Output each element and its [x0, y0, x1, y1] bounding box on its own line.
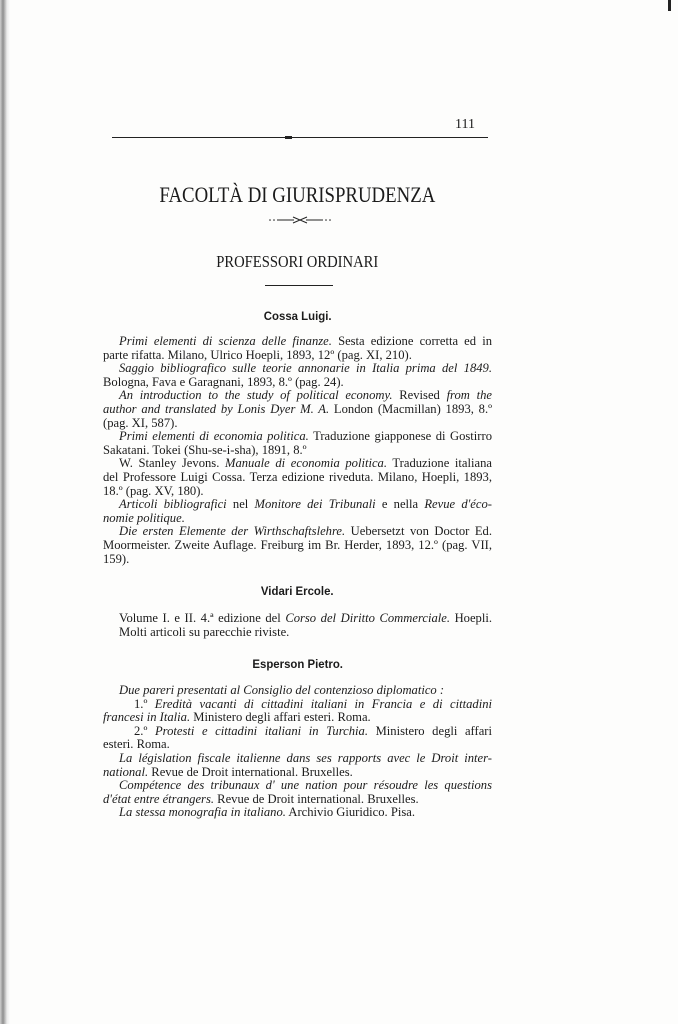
entry-line [103, 711, 492, 725]
corner-mark [668, 0, 671, 11]
bibliography-entry [103, 362, 492, 389]
bibliography-entry [103, 684, 492, 698]
entry-line [103, 498, 492, 512]
binding-edge-shadow [0, 0, 10, 1024]
professor-name-text: Esperson Pietro. [252, 657, 343, 671]
entry-line [103, 806, 492, 820]
work-details: London (Macmillan) 1893, 8.º [333, 401, 492, 416]
work-title: Corso del Diritto Commerciale. [285, 611, 450, 625]
entry-line [103, 539, 492, 553]
bibliography-entry [103, 525, 492, 566]
ornament-icon [268, 215, 332, 225]
work-details: Sesta edizione corretta ed in [338, 334, 492, 348]
work-details: Bologna, Fava e Garagnani, 1893, 8.º (pag. 24). [103, 374, 344, 389]
section-rule [265, 285, 333, 286]
bibliography-entry [103, 335, 492, 362]
item-number: 1.º [134, 696, 155, 711]
professor-name [103, 309, 492, 323]
work-details: parte rifatta. Milano, Ulrico Hoepli, 1893, 12º (pag. XI, 210). [103, 347, 412, 362]
work-title: Primi elementi di economia politica. [119, 429, 309, 444]
bibliography-entry [103, 612, 492, 626]
entry-line [103, 335, 492, 349]
work-title: nomie politique. [103, 510, 185, 525]
professor-bibliography [103, 684, 492, 820]
section-title [103, 252, 492, 272]
section-title-text: PROFESSORI ORDINARI [216, 252, 379, 271]
work-details: Traduzione italiana [392, 456, 492, 471]
work-title: francesi in Italia. [103, 710, 191, 725]
professor-bibliography [103, 612, 492, 639]
entry-line [103, 403, 492, 417]
work-details: esteri. Roma. [103, 737, 170, 752]
bibliography-entry [103, 752, 492, 779]
work-details: Ministero degli affari [375, 723, 492, 738]
entry-line [103, 349, 492, 363]
work-title: Saggio bibliografico sulle teorie annonarie in Italia prima del 1849. [119, 361, 492, 376]
work-title: An introduction to the study of political economy. [119, 388, 393, 403]
work-details: 18.º (pag. XV, 180). [103, 483, 204, 498]
work-details: Molti articoli su parecchie riviste. [119, 624, 290, 639]
work-title: Manuale di economia politica. [224, 456, 387, 471]
entry-line [103, 793, 492, 807]
work-details: Moormeister. Zweite Auflage. Freiburg im Br. Herder, 1893, 12.º (pag. VII, [103, 537, 492, 552]
work-details: Traduzione giapponese di Gostirro [313, 429, 492, 444]
work-title: La législation fiscale italienne dans ses rapports avec le Droit inter- [119, 750, 492, 765]
bibliography-entry [103, 725, 492, 752]
work-title: Protesti e cittadini italiani in Turchia. [154, 723, 368, 738]
professor-name-text: Cossa Luigi. [263, 309, 332, 323]
bibliography-entry [103, 698, 492, 725]
work-title: national. [103, 764, 149, 779]
work-title: Compétence des tribunaux d' une nation pour résoudre les questions [119, 778, 492, 793]
work-title: from the [446, 388, 492, 403]
bibliography-entry [103, 779, 492, 806]
entry-line [103, 376, 492, 390]
bibliography-entry [103, 806, 492, 820]
work-details: Revue de Droit international. Bruxelles. [217, 791, 419, 806]
item-number: 2.º [134, 723, 155, 738]
work-details: 159). [103, 551, 130, 566]
work-details: Uebersetzt von Doctor Ed. [350, 524, 492, 539]
work-details: Archivio Giuridico. Pisa. [288, 805, 415, 820]
work-title: Eredità vacanti di cittadini italiani in Francia e di cittadini [154, 696, 492, 711]
entry-line [103, 525, 492, 539]
entry-line [103, 612, 492, 626]
work-title: Articoli bibliografici [119, 497, 227, 512]
entry-line [103, 457, 492, 471]
bibliography-entry [103, 626, 492, 640]
professor-name [103, 584, 492, 598]
entry-line [103, 766, 492, 780]
work-details: Volume I. e II. 4.ª edizione del [119, 611, 286, 625]
entry-line [103, 779, 492, 793]
entry-line [103, 684, 492, 698]
professor-bibliography [103, 335, 492, 566]
work-details: Revised [399, 388, 447, 403]
work-details: W. Stanley Jevons. [119, 456, 225, 471]
header-rule-mark [285, 136, 292, 139]
faculty-title [103, 182, 492, 208]
bibliography-entry [103, 498, 492, 525]
entry-line [103, 444, 492, 458]
work-details: e nella [381, 497, 425, 512]
entry-line [103, 553, 492, 567]
work-title: Die ersten Elemente der Wirthschaftslehre. [119, 524, 346, 539]
entry-line [103, 471, 492, 485]
entry-line [103, 417, 492, 431]
entry-line [103, 389, 492, 403]
work-title: La stessa monografia in italiano. [119, 805, 286, 820]
bibliography-entry [103, 389, 492, 430]
bibliography-entry [103, 430, 492, 457]
entry-line [103, 752, 492, 766]
entry-line [103, 626, 492, 640]
work-details: Ministero degli affari esteri. Roma. [193, 710, 371, 725]
entry-line [103, 698, 492, 712]
bibliography-entry [103, 457, 492, 498]
work-title: Due pareri presentati al Consiglio del contenzioso diplomatico : [119, 683, 445, 697]
work-details: Revue de Droit international. Bruxelles. [151, 764, 353, 779]
work-title: d'état entre étrangers. [103, 791, 215, 806]
entry-line [103, 430, 492, 444]
page-number: 111 [455, 117, 475, 132]
work-title: author and translated by Lonis Dyer M. A. [103, 401, 330, 416]
work-details: Sakatani. Tokei (Shu-se-i-sha), 1891, 8.º [103, 442, 307, 457]
faculty-title-text: FACOLTÀ DI GIURISPRUDENZA [159, 182, 436, 207]
entry-line [103, 725, 492, 739]
professor-name [103, 657, 492, 671]
work-title: Primi elementi di scienza delle finanze. [119, 334, 332, 348]
work-details: del Professore Luigi Cossa. Terza edizione riveduta. Milano, Hoepli, 1893, [103, 469, 492, 484]
work-details: Hoepli. [454, 611, 492, 625]
work-details: (pag. XI, 587). [103, 415, 178, 430]
entry-line [103, 485, 492, 499]
entry-line [103, 738, 492, 752]
header-rule [112, 137, 488, 138]
professor-name-text: Vidari Ercole. [261, 584, 334, 598]
work-title: Revue d'éco- [424, 497, 492, 512]
work-details: nel [232, 497, 255, 512]
work-title: Monitore dei Tribunali [254, 497, 376, 512]
entry-line [103, 362, 492, 376]
entry-line [103, 512, 492, 526]
